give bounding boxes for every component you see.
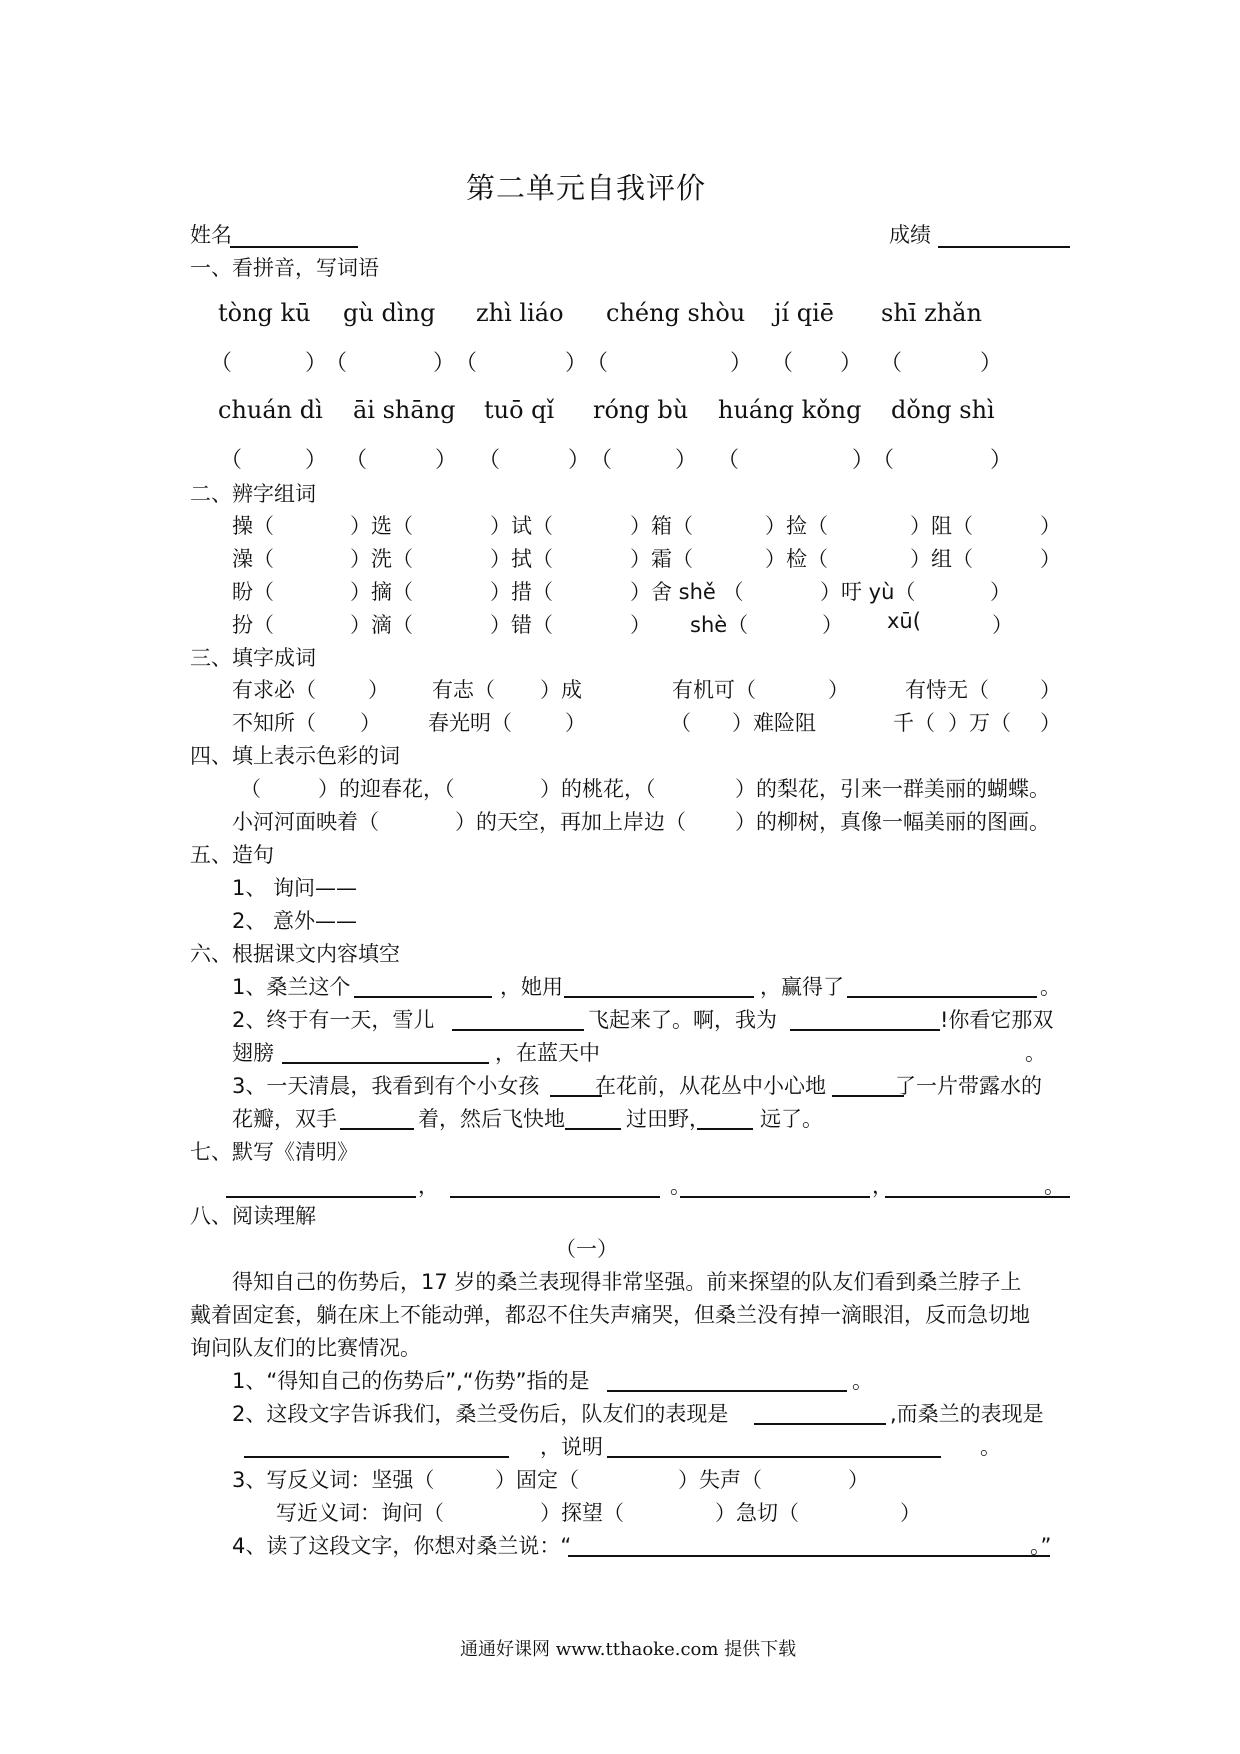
fill-text: 在花前，从花丛中小心地 (595, 1074, 826, 1098)
char-item: ）试（ (490, 514, 553, 538)
score-blank[interactable] (938, 246, 1070, 248)
char-item: xū( (887, 609, 921, 633)
char-item: ） (822, 613, 843, 637)
color-line-part: ）的桃花，（ (540, 777, 656, 801)
close-paren: ） (990, 448, 1013, 473)
idiom-item: ） (565, 711, 586, 735)
poem-punct: 。 (1044, 1174, 1065, 1198)
fill-text: 3、一天清晨，我看到有个小女孩 (232, 1074, 540, 1098)
question-text: ）急切（ (715, 1501, 799, 1525)
open-paren: （ (345, 448, 368, 473)
pinyin-item: dǒng shì (891, 396, 995, 424)
passage-line: 得知自己的伤势后，17 岁的桑兰表现得非常坚强。前来探望的队友们看到桑兰脖子上 (232, 1270, 1022, 1294)
fill-text: ，在蓝天中 (495, 1041, 600, 1065)
pinyin-item: tòng kū (218, 299, 311, 327)
char-item: ） (992, 613, 1013, 637)
passage-number: （一） (555, 1237, 618, 1261)
pinyin-item: chuán dì (218, 396, 323, 424)
question-text: 3、写反义词：坚强（ (232, 1468, 435, 1492)
close-paren: ） (565, 351, 588, 376)
char-item: ） (1040, 547, 1061, 571)
name-blank[interactable] (230, 246, 358, 248)
idiom-item: ）成 (540, 678, 582, 702)
color-line-part: ）的迎春花，（ (318, 777, 455, 801)
close-paren: ） (980, 351, 1003, 376)
open-paren: （ (478, 448, 501, 473)
section-4-heading: 四、填上表示色彩的词 (190, 744, 400, 768)
char-item: ）拭（ (490, 547, 553, 571)
color-line-part: 小河河面映着（ (232, 810, 379, 834)
fill-text: 1、桑兰这个 (232, 975, 351, 999)
idiom-item: ） (828, 678, 849, 702)
pinyin-item: huáng kǒng (718, 396, 862, 424)
pinyin-item: jí qiē (774, 299, 834, 327)
color-line-part: ）的柳树，真像一幅美丽的图画。 (735, 810, 1050, 834)
fill-blank[interactable] (847, 996, 1037, 998)
question-text: 。 (852, 1369, 873, 1393)
fill-text: ，赢得了 (760, 975, 844, 999)
pinyin-item: tuō qǐ (484, 396, 555, 424)
answer-blank[interactable] (754, 1423, 886, 1425)
fill-blank[interactable] (565, 1128, 621, 1130)
char-item: ）洗（ (350, 547, 413, 571)
open-paren: （ (717, 448, 740, 473)
question-text: ）固定（ (495, 1468, 579, 1492)
idiom-item: 不知所（ (232, 711, 316, 735)
idiom-item: 春光明（ (428, 711, 512, 735)
char-item: 盼（ (232, 580, 274, 604)
char-item: 扮（ (232, 613, 274, 637)
name-label: 姓名 (190, 223, 232, 247)
fill-blank[interactable] (452, 1029, 584, 1031)
color-line-part: （ (240, 777, 261, 801)
char-item: ）捡（ (765, 514, 828, 538)
answer-blank[interactable] (607, 1456, 941, 1458)
open-paren: （ (210, 351, 233, 376)
idiom-item: ）万（ (948, 711, 1011, 735)
poem-blank[interactable] (885, 1196, 1070, 1198)
fill-text: 花瓣，双手 (232, 1107, 337, 1131)
idiom-item: 有志（ (432, 678, 495, 702)
poem-blank[interactable] (226, 1196, 416, 1198)
char-item: ）滴（ (350, 613, 413, 637)
fill-text: 过田野， (626, 1107, 710, 1131)
char-item: ） (1040, 514, 1061, 538)
char-item: ） (630, 613, 651, 637)
fill-blank[interactable] (340, 1128, 414, 1130)
idiom-item: 有求必（ (232, 678, 316, 702)
sentence-item: 1、 询问—— (232, 876, 358, 900)
char-item: ） (990, 580, 1011, 604)
char-item: ）霜（ (630, 547, 693, 571)
section-3-heading: 三、填字成词 (190, 646, 316, 670)
pinyin-item: chéng shòu (606, 299, 746, 327)
fill-text: 。 (1040, 975, 1061, 999)
idiom-item: ） (360, 711, 381, 735)
idiom-item: 有恃无（ (905, 678, 989, 702)
page-title: 第二单元自我评价 (466, 171, 707, 205)
fill-text: 飞起来了。啊，我为 (588, 1008, 777, 1032)
char-item: ）舍 shě （ (630, 580, 744, 604)
section-5-heading: 五、造句 (190, 843, 274, 867)
section-1-heading: 一、看拼音，写词语 (190, 256, 379, 280)
open-paren: （ (771, 351, 794, 376)
idiom-item: ） (368, 678, 389, 702)
pinyin-item: róng bù (593, 396, 689, 424)
fill-blank[interactable] (832, 1095, 904, 1097)
close-paren: ） (568, 448, 591, 473)
idiom-item: 有机可（ (672, 678, 756, 702)
pinyin-item: gù dìng (343, 299, 436, 327)
question-text: 4、读了这段文字，你想对桑兰说：“ (232, 1534, 572, 1558)
fill-text: 翅膀 (232, 1041, 274, 1065)
question-text: 写近义词：询问（ (276, 1501, 444, 1525)
answer-blank[interactable] (607, 1390, 847, 1392)
question-text: 。 (980, 1435, 1001, 1459)
fill-blank[interactable] (282, 1062, 489, 1064)
close-paren: ） (305, 351, 328, 376)
poem-blank[interactable] (450, 1196, 660, 1198)
question-text: ） (900, 1501, 921, 1525)
question-text: ）失声（ (678, 1468, 762, 1492)
idiom-item: ） (1040, 711, 1061, 735)
char-item: shè（ (690, 613, 749, 637)
question-text: ,而桑兰的表现是 (890, 1402, 1044, 1426)
char-item: ）检（ (765, 547, 828, 571)
question-text: 2、这段文字告诉我们，桑兰受伤后，队友们的表现是 (232, 1402, 729, 1426)
pinyin-item: āi shāng (353, 396, 456, 424)
open-paren: （ (590, 448, 613, 473)
poem-blank[interactable] (680, 1196, 870, 1198)
open-paren: （ (455, 351, 478, 376)
open-paren: （ (220, 448, 243, 473)
char-item: ）组（ (910, 547, 973, 571)
fill-blank[interactable] (697, 1128, 753, 1130)
fill-text: 了一片带露水的 (895, 1074, 1042, 1098)
fill-text: 着，然后飞快地 (418, 1107, 565, 1131)
fill-blank[interactable] (354, 996, 492, 998)
close-paren: ） (852, 448, 875, 473)
score-label: 成绩 (889, 223, 931, 247)
fill-blank[interactable] (564, 996, 754, 998)
fill-text: ，她用 (500, 975, 563, 999)
close-paren: ） (435, 448, 458, 473)
char-item: ）吁 yù（ (820, 580, 916, 604)
char-item: 澡（ (232, 547, 274, 571)
close-paren: ） (840, 351, 863, 376)
idiom-item: ） (1040, 678, 1061, 702)
poem-punct: ， (872, 1174, 893, 1198)
char-item: ）措（ (490, 580, 553, 604)
char-item: 操（ (232, 514, 274, 538)
open-paren: （ (872, 448, 895, 473)
passage-line: 戴着固定套，躺在床上不能动弹，都忍不住失声痛哭，但桑兰没有掉一滴眼泪，反而急切地 (190, 1303, 1030, 1327)
fill-text: !你看它那双 (940, 1008, 1054, 1032)
char-item: ）箱（ (630, 514, 693, 538)
section-6-heading: 六、根据课文内容填空 (190, 942, 400, 966)
close-paren: ） (730, 351, 753, 376)
idiom-item: ）难险阻 (732, 711, 816, 735)
idiom-item: 千（ (893, 711, 935, 735)
color-line-part: ）的梨花，引来一群美丽的蝴蝶。 (735, 777, 1050, 801)
poem-punct: 。 (670, 1174, 691, 1198)
section-8-heading: 八、阅读理解 (190, 1204, 316, 1228)
question-text: 1、“得知自己的伤势后”,“伤势”指的是 (232, 1369, 590, 1393)
char-item: ）摘（ (350, 580, 413, 604)
fill-text: 。 (1025, 1041, 1046, 1065)
char-item: ）错（ (490, 613, 553, 637)
answer-blank[interactable] (568, 1555, 1050, 1557)
passage-line: 询问队友们的比赛情况。 (190, 1336, 421, 1360)
section-2-heading: 二、辨字组词 (190, 482, 316, 506)
pinyin-item: shī zhǎn (881, 299, 982, 327)
answer-blank[interactable] (244, 1456, 509, 1458)
char-item: ）阻（ (910, 514, 973, 538)
close-paren: ） (675, 448, 698, 473)
pinyin-item: zhì liáo (476, 299, 564, 327)
question-text: ）探望（ (540, 1501, 624, 1525)
section-7-heading: 七、默写《清明》 (190, 1140, 358, 1164)
char-item: ）选（ (350, 514, 413, 538)
footer-text: 通通好课网 www.tthaoke.com 提供下载 (460, 1639, 797, 1660)
open-paren: （ (325, 351, 348, 376)
close-paren: ） (433, 351, 456, 376)
fill-blank[interactable] (790, 1029, 940, 1031)
sentence-item: 2、 意外—— (232, 909, 358, 933)
idiom-item: （ (670, 711, 691, 735)
question-text: ） (848, 1468, 869, 1492)
fill-text: 远了。 (760, 1107, 823, 1131)
question-text: 。” (1030, 1534, 1052, 1558)
color-line-part: ）的天空，再加上岸边（ (455, 810, 686, 834)
question-text: ，说明 (540, 1435, 603, 1459)
close-paren: ） (305, 448, 328, 473)
fill-text: 2、终于有一天，雪儿 (232, 1008, 435, 1032)
open-paren: （ (880, 351, 903, 376)
poem-punct: ， (418, 1174, 439, 1198)
open-paren: （ (586, 351, 609, 376)
